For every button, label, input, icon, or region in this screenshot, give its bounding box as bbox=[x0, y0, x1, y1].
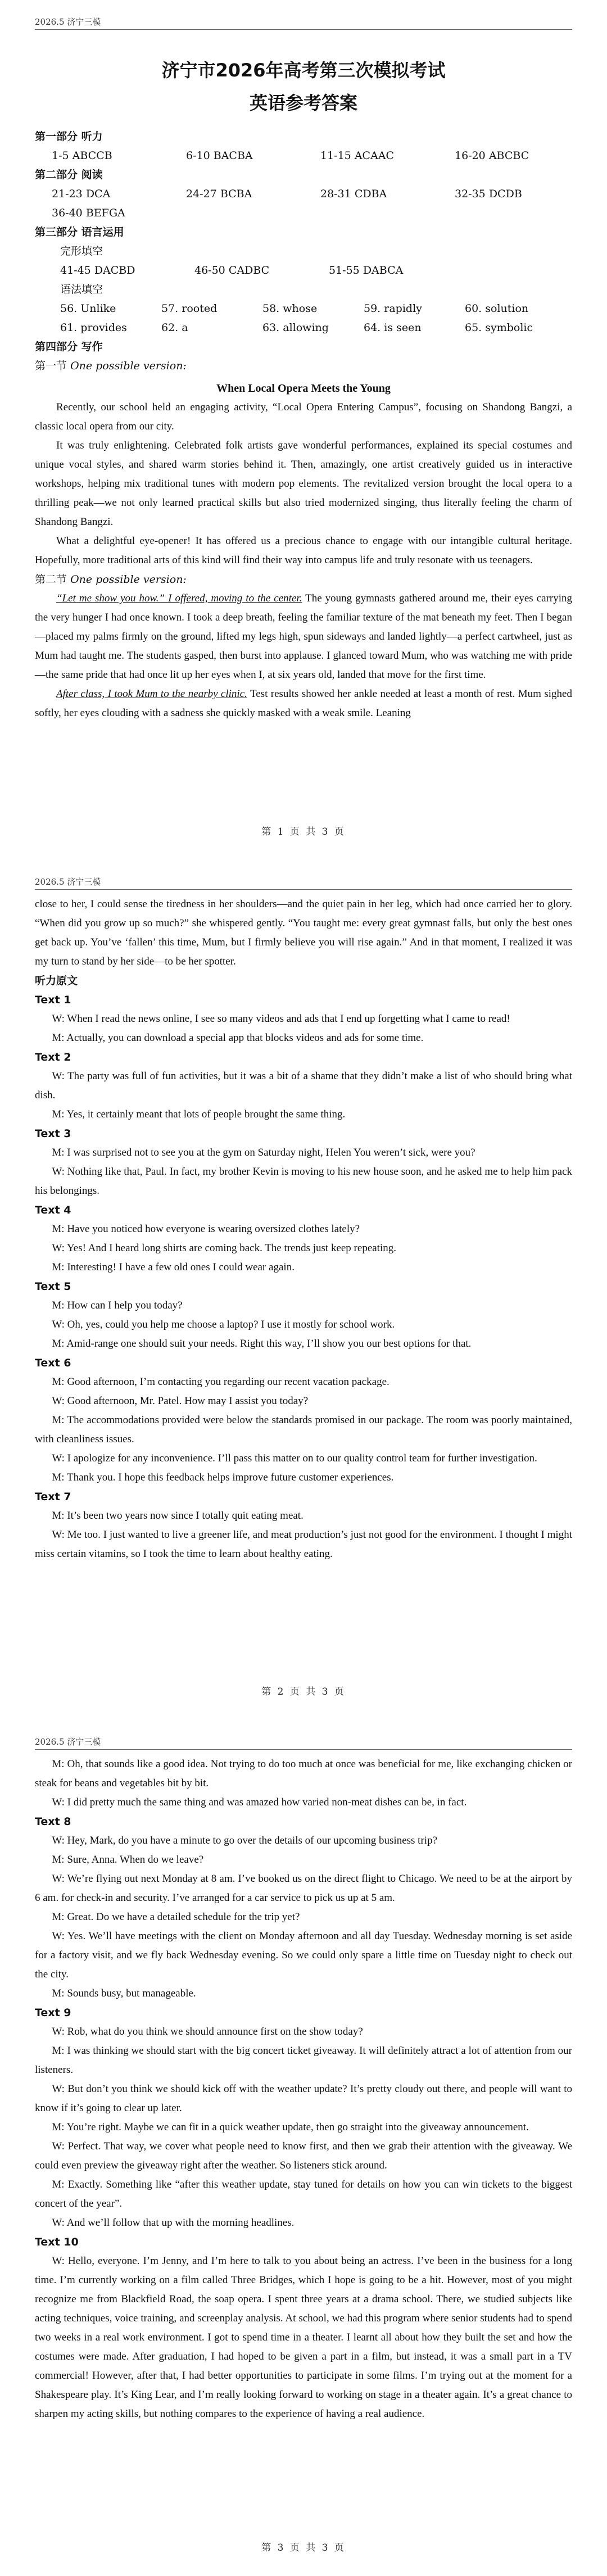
dialogue-line: M: Good afternoon, I’m contacting you regarding our recent vacation package. bbox=[52, 1376, 389, 1388]
section2-note bbox=[35, 570, 572, 589]
section1-prefix: 第一节 bbox=[35, 360, 67, 372]
dialogue-line: M: It’s been two years now since I totally quit eating meat. bbox=[52, 1510, 304, 1522]
story-paragraph-text: Test results showed her ankle needed at least a month of rest. Mum sighed softly, her eyes clouding with a sadness she quickly masked with a weak smile. Leaning bbox=[35, 688, 572, 719]
dialogue-line: W: The party was full of fun activities, but it was a bit of a shame that they didn’t make a list of who should bring what dish. bbox=[35, 1070, 572, 1101]
text-label: Text 1 bbox=[35, 994, 71, 1006]
section2-note-text: One possible version: bbox=[70, 573, 187, 586]
dialogue-line: M: Interesting! I have a few old ones I could wear again. bbox=[52, 1261, 295, 1273]
answer-group: 21-23 DCA bbox=[52, 188, 111, 200]
text-label: Text 2 bbox=[35, 1051, 71, 1063]
page-3-content bbox=[35, 1755, 572, 2424]
text-label: Text 4 bbox=[35, 1204, 71, 1216]
answer-group: 28-31 CDBA bbox=[320, 188, 387, 200]
part3-label: 第三部分 语言运用 bbox=[35, 226, 124, 238]
essay-title: When Local Opera Meets the Young bbox=[216, 382, 391, 395]
dialogue-line: M: I was surprised not to see you at the gym on Saturday night, Helen You weren’t sick, were you? bbox=[52, 1147, 475, 1158]
exam-title: 济宁市2026年高考第三次模拟考试 bbox=[161, 60, 446, 81]
dialogue-line: W: Me too. I just wanted to live a greener life, and meat production’s just not good for the environment. I thought I might miss certain vitamins, so I took the time to learn about healthy eating. bbox=[35, 1529, 572, 1560]
section1-note-text: One possible version: bbox=[70, 360, 187, 372]
answer-group: 24-27 BCBA bbox=[186, 188, 252, 200]
dialogue-line: M: Exactly. Something like “after this weather update, stay tuned for details on how you can win tickets to the biggest concert of the year”. bbox=[35, 2179, 572, 2210]
part2-label: 第二部分 阅读 bbox=[35, 169, 103, 181]
grammar-answer: 57. rooted bbox=[161, 302, 218, 315]
dialogue-line: M: The accommodations provided were below the standards promised in our package. The room was poorly maintained, with cleanliness issues. bbox=[35, 1414, 572, 1445]
header-divider bbox=[35, 889, 572, 890]
story-paragraph-1 bbox=[35, 589, 572, 685]
grammar-answers-2 bbox=[35, 318, 572, 337]
exam-subtitle: 英语参考答案 bbox=[249, 92, 357, 114]
dialogue-line: M: Sounds busy, but manageable. bbox=[52, 1988, 196, 1999]
page-2 bbox=[0, 860, 607, 1720]
answer-group: 1-5 ABCCB bbox=[52, 150, 112, 162]
section1-note bbox=[35, 356, 572, 375]
dialogue-line: W: I did pretty much the same thing and was amazed how varied non-meat dishes can be, in fact. bbox=[52, 1796, 467, 1808]
answer-group: 16-20 ABCBC bbox=[455, 150, 529, 162]
dialogue-line: W: Good afternoon, Mr. Patel. How may I assist you today? bbox=[52, 1395, 309, 1407]
text-label: Text 10 bbox=[35, 2236, 79, 2248]
grammar-answer: 56. Unlike bbox=[60, 302, 116, 315]
page-footer: 第 2 页 共 3 页 bbox=[261, 1686, 346, 1697]
dialogue-line: W: We’re flying out next Monday at 8 am. I’ve booked us on the direct flight to Chicago. We need to be at the airport by 6 am. for check-in and security. I’ve arranged for a car service to pick us up at 5 am. bbox=[35, 1873, 572, 1904]
dialogue-line: M: Thank you. I hope this feedback helps improve future customer experiences. bbox=[52, 1472, 394, 1483]
essay-paragraph: Recently, our school held an engaging activity, “Local Opera Entering Campus”, focusing on Shandong Bangzi, a classic local opera from our city. bbox=[35, 401, 572, 432]
answer-group: 36-40 BEFGA bbox=[52, 207, 125, 219]
listening-texts-page-2 bbox=[35, 990, 572, 1564]
grammar-answer: 63. allowing bbox=[262, 322, 329, 334]
dialogue-line: M: Amid-range one should suit your needs. Right this way, I’ll show you our best options for that. bbox=[52, 1338, 472, 1350]
dialogue-line: W: Hey, Mark, do you have a minute to go over the details of our upcoming business trip? bbox=[52, 1835, 437, 1846]
page-footer: 第 3 页 共 3 页 bbox=[261, 2542, 346, 2554]
grammar-answer: 61. provides bbox=[60, 322, 127, 334]
essay-paragraph: It was truly enlightening. Celebrated folk artists gave wonderful performances, explained its special costumes and unique vocal styles, and shared warm stories behind it. Then, amazingly, one artist creatively guided us in interactive workshops, helping mix traditional tunes with modern pop elements. The revitalized version brought the local opera to a thrilling peak—we not only learned practical skills but also tried modernized singing, thus literally feeling the charm of Shandong Bangzi. bbox=[35, 440, 572, 528]
section2-prefix: 第二节 bbox=[35, 573, 67, 586]
dialogue-line: W: But don’t you think we should kick off with the weather update? It’s pretty cloudy out there, and people will want to know if it’s going to clear up later. bbox=[35, 2083, 572, 2114]
text-label: Text 7 bbox=[35, 1491, 71, 1503]
text-label: Text 3 bbox=[35, 1128, 71, 1140]
grammar-answer: 58. whose bbox=[262, 302, 318, 315]
header-divider bbox=[35, 1749, 572, 1750]
dialogue-line: W: Rob, what do you think we should announce first on the show today? bbox=[52, 2026, 363, 2038]
story-paragraph-continued: close to her, I could sense the tiredness in her shoulders—and the quiet pain in her leg, which had once carried her to glory. “When did you grow up so much?” she whispered gently. “You taught me: every great gymnast falls, but only the best ones get back up. You’ve ‘fallen’ this time, Mum, but I firmly believe you will rise again.” And in that moment, I realized it was my turn to stand by her side—to be her spotter. bbox=[35, 898, 572, 967]
page-1-content bbox=[35, 17, 572, 723]
cloze-answers bbox=[35, 261, 572, 280]
page-1 bbox=[0, 0, 607, 860]
dialogue-line: M: How can I help you today? bbox=[52, 1300, 183, 1311]
dialogue-line: M: Yes, it certainly meant that lots of people brought the same thing. bbox=[52, 1108, 346, 1120]
part4-label: 第四部分 写作 bbox=[35, 341, 103, 353]
grammar-answer: 65. symbolic bbox=[465, 322, 533, 334]
dialogue-line: W: Yes. We’ll have meetings with the client on Monday afternoon and all day Tuesday. Wednesday morning is set aside for a factory visit, and we fly back Wednesday evening. So we could only spare a little time on Tuesday night to check out the city. bbox=[35, 1930, 572, 1980]
answer-group: 32-35 DCDB bbox=[455, 188, 522, 200]
text-label: Text 6 bbox=[35, 1357, 71, 1369]
story-paragraph-2 bbox=[35, 685, 572, 723]
story-paragraph-text: The young gymnasts gathered around me, their eyes carrying the very hunger I had once known. I took a deep breath, feeling the familiar texture of the mat beneath my feet. Then I began—placed my palms firmly on the ground, lifted my legs high, spun sideways and landed lightly—a perfect cartwheel, just as Mum had taught me. The students gasped, then burst into applause. I glanced toward Mum, who was watching me with pride—the same pride that had once lit up her eyes when I, at six years old, landed that move for the first time. bbox=[35, 592, 572, 681]
grammar-answer: 64. is seen bbox=[364, 322, 422, 334]
dialogue-line: M: Sure, Anna. When do we leave? bbox=[52, 1854, 204, 1866]
dialogue-line: W: Oh, yes, could you help me choose a laptop? I use it mostly for school work. bbox=[52, 1319, 395, 1330]
grammar-answers-1 bbox=[35, 299, 572, 318]
cloze-label: 完形填空 bbox=[60, 245, 103, 257]
text-label: Text 5 bbox=[35, 1280, 71, 1293]
story-lead-sentence: “Let me show you how.” I offered, moving to the center. bbox=[56, 592, 302, 604]
grammar-label: 语法填空 bbox=[60, 283, 103, 296]
dialogue-line: M: I was thinking we should start with the big concert ticket giveaway. It will definitely attract a lot of attention from our listeners. bbox=[35, 2045, 572, 2076]
page-2-content bbox=[35, 895, 572, 1564]
part2-answers-2 bbox=[35, 203, 572, 223]
dialogue-line: W: Yes! And I heard long shirts are coming back. The trends just keep repeating. bbox=[52, 1242, 396, 1254]
page-header: 2026.5 济宁三模 bbox=[35, 877, 101, 887]
answer-group: 46-50 CADBC bbox=[194, 264, 270, 277]
answer-group: 41-45 DACBD bbox=[60, 264, 135, 277]
answer-group: 51-55 DABCA bbox=[329, 264, 404, 277]
part1-answers bbox=[35, 146, 572, 165]
part1-label: 第一部分 听力 bbox=[35, 130, 103, 143]
grammar-answer: 62. a bbox=[161, 322, 188, 334]
part2-answers bbox=[35, 184, 572, 203]
dialogue-line: W: And we’ll follow that up with the morning headlines. bbox=[52, 2217, 295, 2229]
grammar-answer: 59. rapidly bbox=[364, 302, 422, 315]
page-header: 2026.5 济宁三模 bbox=[35, 1737, 101, 1747]
text-label: Text 9 bbox=[35, 2007, 71, 2019]
text-label: Text 8 bbox=[35, 1816, 71, 1828]
dialogue-line: M: Great. Do we have a detailed schedule for the trip yet? bbox=[52, 1911, 300, 1923]
dialogue-line: W: I apologize for any inconvenience. I’ll pass this matter on to our quality control team for further investigation. bbox=[52, 1452, 537, 1464]
grammar-answer: 60. solution bbox=[465, 302, 529, 315]
story-lead-sentence: After class, I took Mum to the nearby clinic. bbox=[56, 688, 247, 700]
page-3 bbox=[0, 1720, 607, 2576]
listening-texts-page-3 bbox=[35, 1755, 572, 2424]
dialogue-line: W: Nothing like that, Paul. In fact, my brother Kevin is moving to his new house soon, and he asked me to help him pack his belongings. bbox=[35, 1166, 572, 1197]
dialogue-line: W: Perfect. That way, we cover what people need to know first, and then we grab their attention with the giveaway. We could even preview the giveaway right after the weather. So listeners stick around. bbox=[35, 2140, 572, 2171]
dialogue-line: W: Hello, everyone. I’m Jenny, and I’m here to talk to you about being an actress. I’ve been in the business for a long time. I’m currently working on a film called Three Bridges, which I hope is going to be a hit. However, most of you might recognize me from Blackfield Road, the soap opera. I spent three years at a drama school. There, we studied subjects like acting techniques, voice training, and screenplay analysis. At school, we had this program where senior students had to spend two weeks in a real work environment. I got to spend time in a theater. I learnt all about how they built the set and how the costumes were made. After graduation, I had hoped to be given a part in a film, but instead, it was a small part in a TV commercial! However, after that, I had better opportunities to participate in some films. I’m trying out at the moment for a Shakespeare play. It’s King Lear, and I’m really looking forward to working on stage in a theater again. It’s a great chance to sharpen my acting skills, but nothing compares to the experience of having a real audience. bbox=[35, 2255, 572, 2420]
dialogue-line: M: Oh, that sounds like a good idea. Not trying to do too much at once was beneficial for me, like exchanging chicken or steak for beans and vegetables bit by bit. bbox=[35, 1758, 572, 1789]
dialogue-line: W: When I read the news online, I see so many videos and ads that I end up forgetting what I came to read! bbox=[52, 1013, 510, 1025]
dialogue-line: M: Have you noticed how everyone is wearing oversized clothes lately? bbox=[52, 1223, 360, 1235]
page-footer: 第 1 页 共 3 页 bbox=[261, 826, 346, 837]
page-header: 2026.5 济宁三模 bbox=[35, 17, 101, 27]
dialogue-line: M: You’re right. Maybe we can fit in a quick weather update, then go straight into the giveaway announcement. bbox=[52, 2121, 529, 2133]
listening-label: 听力原文 bbox=[35, 975, 78, 987]
answer-group: 6-10 BACBA bbox=[186, 150, 253, 162]
dialogue-line: M: Actually, you can download a special app that blocks videos and ads for some time. bbox=[52, 1032, 424, 1044]
answer-group: 11-15 ACAAC bbox=[320, 150, 395, 162]
essay-paragraph: What a delightful eye-opener! It has offered us a precious chance to engage with our intangible cultural heritage. Hopefully, more traditional arts of this kind will find their way into campus life and truly resonate with us teenagers. bbox=[35, 535, 572, 566]
